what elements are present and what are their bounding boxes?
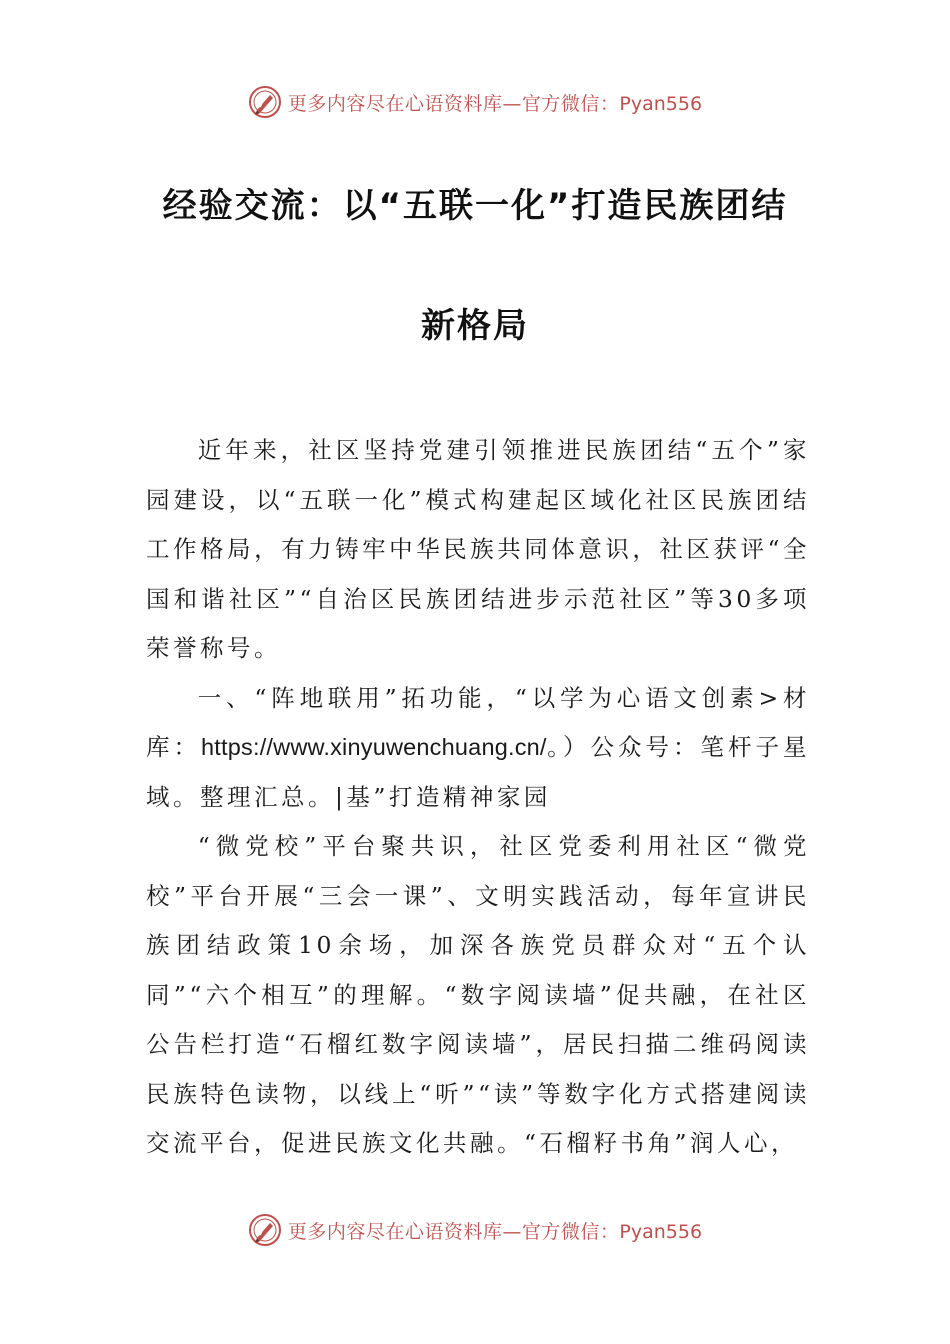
watermark-text: 更多内容尽在心语资料库—官方微信：Pyan556 [287,1220,703,1243]
document-title-line2: 新格局 [421,306,529,346]
pen-circle-logo-icon [248,85,282,119]
paragraph-micro-party-school: “微党校”平台聚共识，社区党委利用社区“微党校”平台开展“三会一课”、文明实践活动，每年宣讲民族团结政策10余场，加深各族党员群众对“五个认同”“六个相互”的理解。“数字阅读墙”促共融，在社区公告栏打造“石榴红数字阅读墙”，居民扫描二维码阅读民族特色读物，以线上“听”“读”等数字化方式搭建阅读交流平台，促进民族文化共融。“石榴籽书角”润人心， [146,832,810,1157]
source-url: https://www.xinyuwenchuang.cn/ [201,734,547,760]
paragraph-section-one: 一、“阵地联用”拓功能，“以学为心语文创素>材库：https://www.xinyuwenchuang.cn/。）公众号：笔杆子星域。整理汇总。|基”打造精神家园 [146,683,811,811]
document-title-line1: 经验交流：以“五联一化”打造民族团结 [162,186,788,226]
watermark-text: 更多内容尽在心语资料库—官方微信：Pyan556 [287,92,703,115]
wechat-handle: Pyan556 [619,1220,703,1243]
paragraph-intro: 近年来，社区坚持党建引领推进民族团结“五个”家园建设，以“五联一化”模式构建起区域化社区民族团结工作格局，有力铸牢中华民族共同体意识，社区获评“全国和谐社区”“自治区民族团结进步示范社区”等30多项荣誉称号。 [146,436,810,662]
header-watermark-banner [0,82,950,122]
footer-watermark-banner [0,1210,950,1250]
document-body [146,426,810,1169]
pen-circle-logo-icon [248,1213,282,1247]
wechat-handle: Pyan556 [619,92,703,115]
